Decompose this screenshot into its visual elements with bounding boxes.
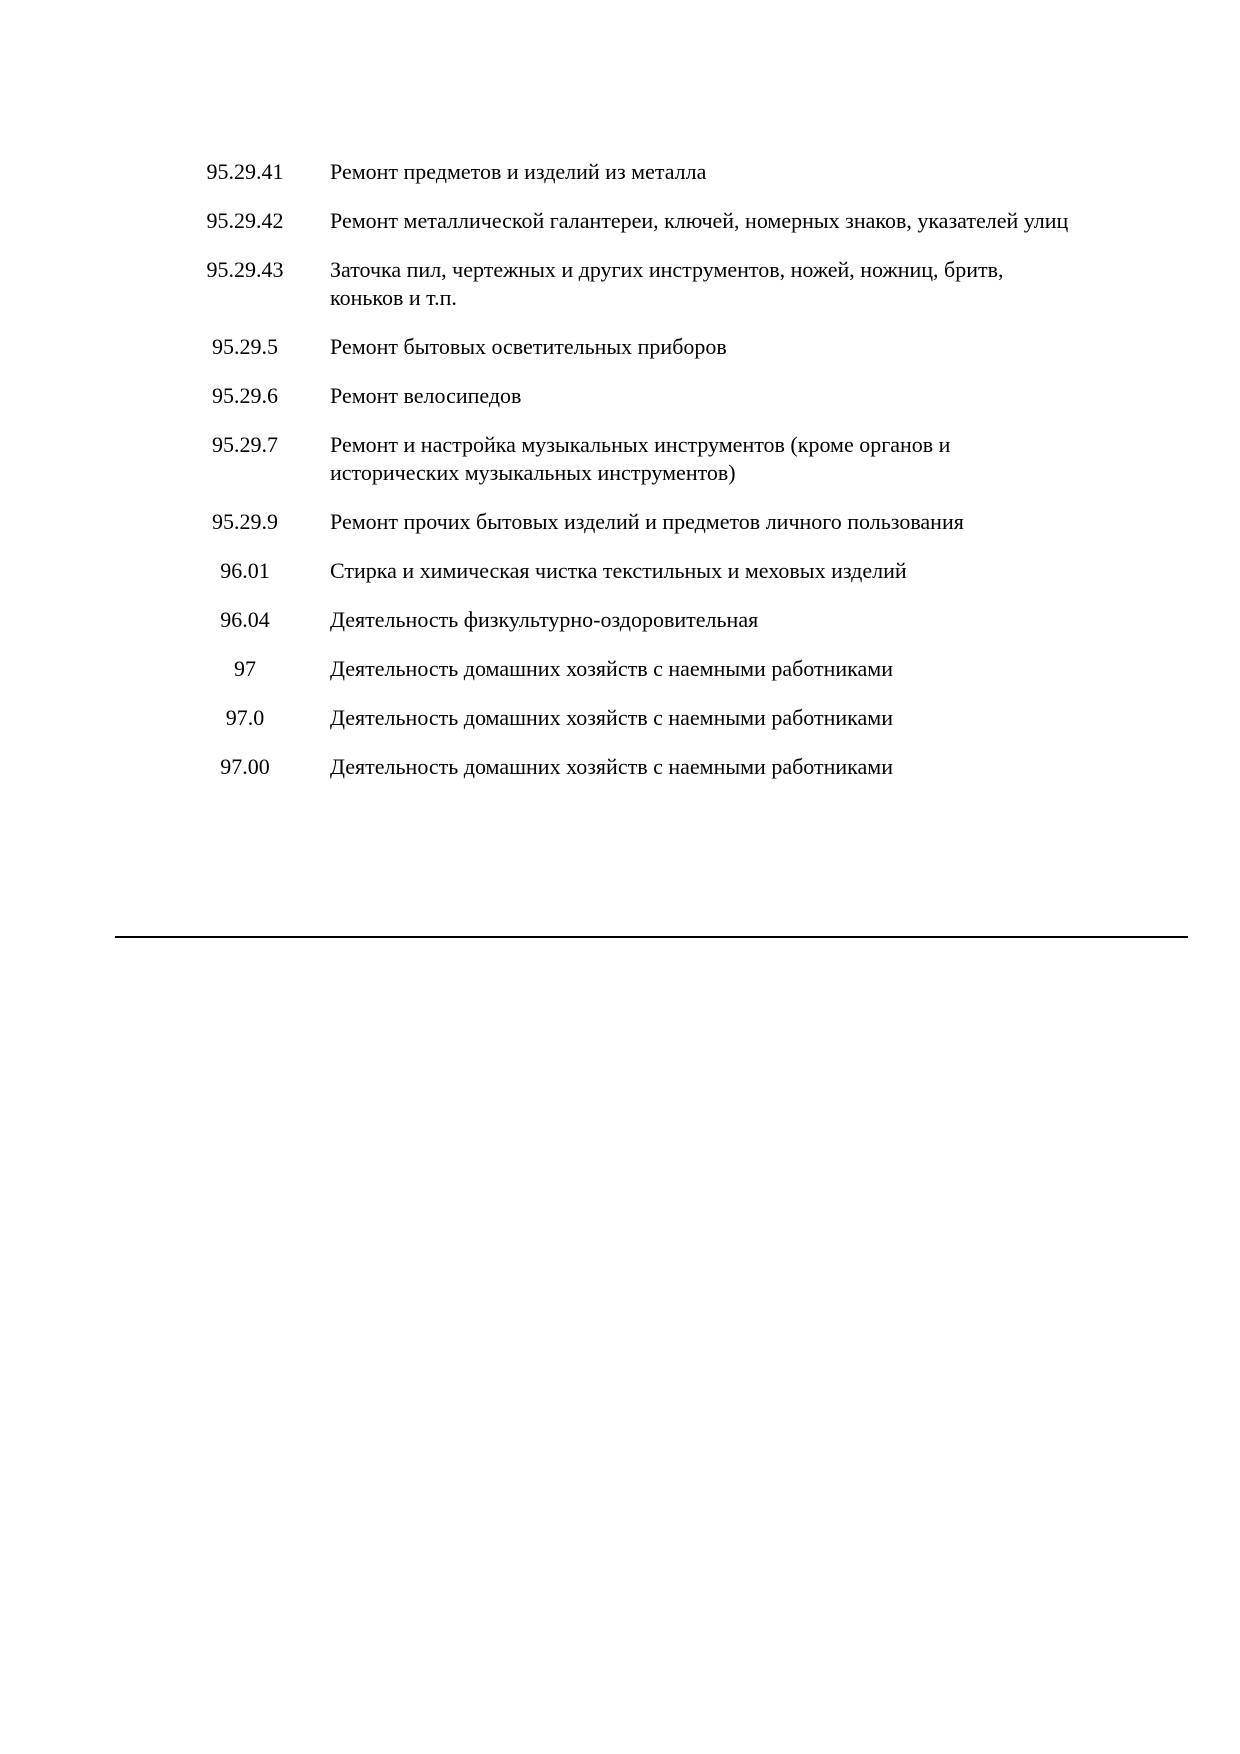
activity-code: 95.29.6 — [212, 383, 278, 408]
activity-description: Ремонт металлической галантереи, ключей, номерных знаков, указателей улиц — [330, 208, 1069, 233]
description-cell — [330, 256, 1070, 333]
code-cell — [160, 207, 330, 256]
activity-code: 97 — [234, 656, 256, 681]
activity-code: 95.29.7 — [212, 432, 278, 457]
table-row — [160, 508, 1070, 557]
table-row — [160, 256, 1070, 333]
activity-code: 97.00 — [220, 754, 270, 779]
activity-code: 96.01 — [220, 558, 270, 583]
activity-description: Заточка пил, чертежных и других инструментов, ножей, ножниц, бритв, коньков и т.п. — [330, 257, 1004, 310]
description-cell — [330, 704, 1070, 753]
table-row — [160, 431, 1070, 508]
activity-code: 95.29.5 — [212, 334, 278, 359]
description-cell — [330, 158, 1070, 207]
code-cell — [160, 557, 330, 606]
table-row — [160, 557, 1070, 606]
activity-description: Ремонт предметов и изделий из металла — [330, 159, 707, 184]
activity-description: Ремонт бытовых осветительных приборов — [330, 334, 727, 359]
code-cell — [160, 158, 330, 207]
code-cell — [160, 333, 330, 382]
horizontal-rule — [115, 936, 1188, 938]
activity-code: 95.29.41 — [206, 159, 284, 184]
table-row — [160, 382, 1070, 431]
table-row — [160, 753, 1070, 802]
activity-description: Ремонт прочих бытовых изделий и предметов личного пользования — [330, 509, 964, 534]
activity-description: Деятельность домашних хозяйств с наемными работниками — [330, 705, 893, 730]
code-cell — [160, 508, 330, 557]
activity-description: Ремонт и настройка музыкальных инструментов (кроме органов и исторических музыкальных инструментов) — [330, 432, 951, 485]
activity-code: 96.04 — [220, 607, 270, 632]
description-cell — [330, 431, 1070, 508]
description-cell — [330, 382, 1070, 431]
activity-description: Ремонт велосипедов — [330, 383, 522, 408]
activity-code: 95.29.42 — [206, 208, 284, 233]
description-cell — [330, 207, 1070, 256]
description-cell — [330, 557, 1070, 606]
code-cell — [160, 431, 330, 508]
table-row — [160, 655, 1070, 704]
description-cell — [330, 508, 1070, 557]
description-cell — [330, 606, 1070, 655]
activity-description: Деятельность домашних хозяйств с наемными работниками — [330, 656, 893, 681]
activity-description: Деятельность домашних хозяйств с наемными работниками — [330, 754, 893, 779]
code-cell — [160, 753, 330, 802]
code-cell — [160, 704, 330, 753]
description-cell — [330, 655, 1070, 704]
table-row — [160, 207, 1070, 256]
activity-description: Деятельность физкультурно-оздоровительная — [330, 607, 759, 632]
code-cell — [160, 382, 330, 431]
table-row — [160, 704, 1070, 753]
activity-codes-table — [160, 158, 1070, 802]
table-row — [160, 158, 1070, 207]
activity-code: 95.29.43 — [206, 257, 284, 282]
table-row — [160, 606, 1070, 655]
activity-code: 95.29.9 — [212, 509, 278, 534]
code-cell — [160, 256, 330, 333]
table-row — [160, 333, 1070, 382]
code-cell — [160, 655, 330, 704]
code-cell — [160, 606, 330, 655]
description-cell — [330, 753, 1070, 802]
activity-description: Стирка и химическая чистка текстильных и меховых изделий — [330, 558, 907, 583]
description-cell — [330, 333, 1070, 382]
activity-code: 97.0 — [225, 705, 265, 730]
